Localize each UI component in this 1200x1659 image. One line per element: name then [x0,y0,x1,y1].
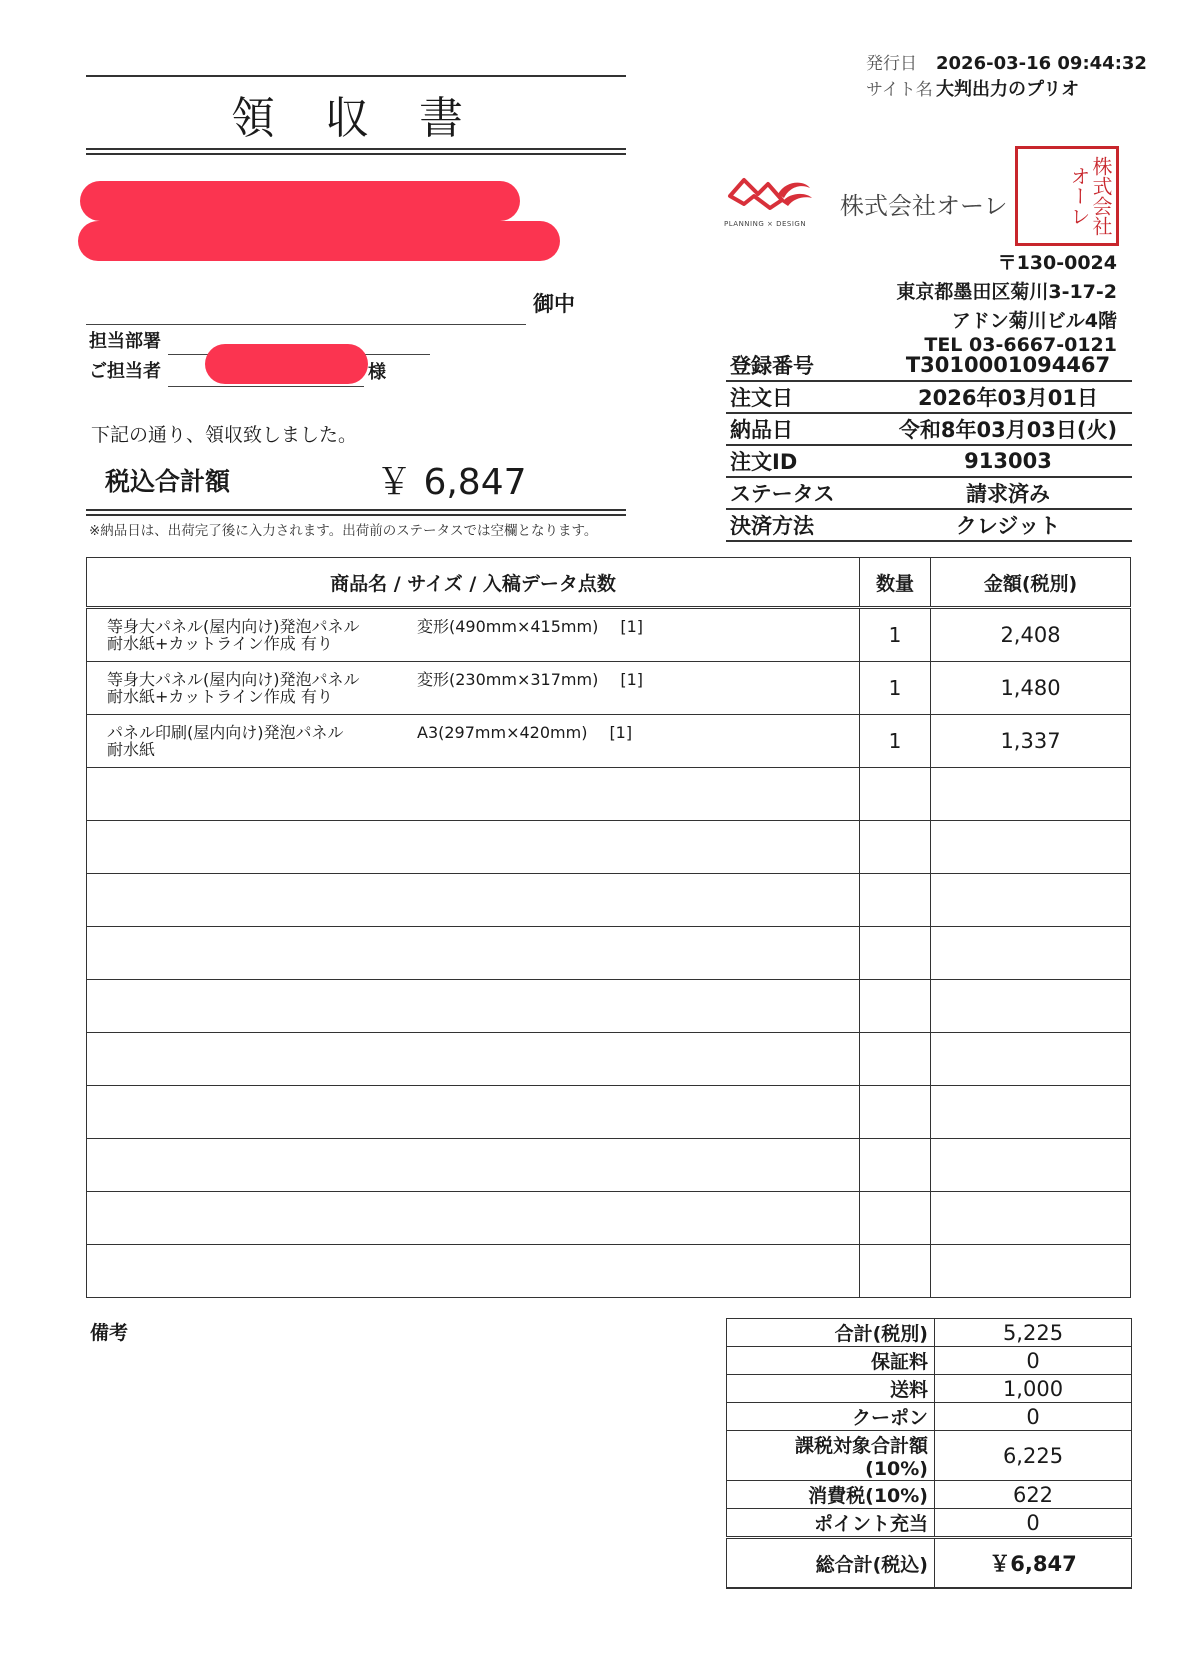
info-row [726,381,1132,413]
redacted-person-name [205,344,368,384]
totals-label: ポイント充当 [727,1509,935,1538]
order-info-table [726,350,1132,542]
amount-cell [931,1139,1131,1192]
quantity-cell [860,821,931,874]
amount-cell [931,821,1131,874]
totals-value: 0 [935,1403,1132,1431]
table-row [87,980,1131,1033]
logo-mark-icon [724,170,816,214]
amount-cell [931,1245,1131,1298]
totals-row [727,1481,1132,1509]
info-row [726,509,1132,541]
totals-label: 送料 [727,1375,935,1403]
totals-row [727,1375,1132,1403]
quantity-cell [860,1139,931,1192]
issued-date-label: 発行日 [866,54,917,74]
title-rule-bottom [86,148,626,150]
site-name-row [866,75,1079,101]
product-name: パネル印刷(屋内向け)発泡パネル [107,723,344,742]
amount-cell [931,1192,1131,1245]
amount-cell [931,1086,1131,1139]
info-label: 決済方法 [726,509,884,541]
totals-row [727,1403,1132,1431]
person-label: ご担当者 [89,361,161,382]
product-cell [87,715,860,768]
info-row [726,477,1132,509]
info-label: 納品日 [726,413,884,445]
table-row [87,927,1131,980]
info-value: 令和8年03月03日(火) [884,413,1132,445]
document-title: 領 収 書 [231,93,481,144]
totals-value: 622 [935,1481,1132,1509]
totals-table [726,1318,1132,1589]
amount-cell: 1,337 [931,715,1131,768]
product-file-count: [1] [609,723,633,742]
product-size: 変形(230mm×317mm) [417,670,599,689]
table-row [87,1033,1131,1086]
quantity-cell [860,768,931,821]
product-name: 等身大パネル(屋内向け)発泡パネル [107,670,360,689]
table-row [87,874,1131,927]
info-value: 913003 [884,445,1132,477]
title-rule-bottom-2 [86,153,626,155]
person-suffix: 様 [368,362,386,383]
product-cell [87,1139,860,1192]
issued-date-value: 2026-03-16 09:44:32 [936,53,1147,74]
totals-label: 保証料 [727,1347,935,1375]
product-cell [87,1192,860,1245]
product-options: 耐水紙+カットライン作成 有り [107,634,333,653]
amount-cell [931,874,1131,927]
company-address-2: アドン菊川ビル4階 [951,310,1117,332]
company-seal [1015,146,1119,246]
info-row [726,445,1132,477]
info-row [726,413,1132,445]
header-quantity: 数量 [860,558,931,608]
totals-label: 消費税(10%) [727,1481,935,1509]
total-rule-1 [86,509,626,511]
table-row [87,1245,1131,1298]
total-label: 税込合計額 [105,467,231,496]
table-row [87,1192,1131,1245]
totals-value: 5,225 [935,1319,1132,1347]
redacted-recipient-name-1 [80,181,520,221]
amount-cell [931,1033,1131,1086]
totals-row [727,1431,1132,1481]
total-value: ￥ 6,847 [376,462,527,503]
totals-value: 0 [935,1509,1132,1538]
totals-value: 6,225 [935,1431,1132,1481]
info-value: T3010001094467 [884,350,1132,381]
quantity-cell [860,927,931,980]
info-value: 2026年03月01日 [884,381,1132,413]
product-cell [87,874,860,927]
table-row [87,662,1131,715]
department-label: 担当部署 [89,331,161,352]
totals-value: 1,000 [935,1375,1132,1403]
totals-value: 0 [935,1347,1132,1375]
quantity-cell: 1 [860,715,931,768]
product-cell [87,927,860,980]
product-options: 耐水紙+カットライン作成 有り [107,687,333,706]
grand-total-row [727,1538,1132,1589]
product-name: 等身大パネル(屋内向け)発泡パネル [107,617,360,636]
amount-cell [931,768,1131,821]
info-label: 注文ID [726,445,884,477]
header-product: 商品名 / サイズ / 入稿データ点数 [87,558,860,608]
info-label: 登録番号 [726,350,884,381]
quantity-cell [860,874,931,927]
title-rule-top [86,75,626,77]
header-amount: 金額(税別) [931,558,1131,608]
amount-cell [931,980,1131,1033]
product-cell [87,1086,860,1139]
totals-label: 合計(税別) [727,1319,935,1347]
company-address-1: 東京都墨田区菊川3-17-2 [896,281,1117,303]
product-cell [87,980,860,1033]
quantity-cell [860,980,931,1033]
totals-label: 課税対象合計額(10%) [727,1431,935,1481]
person-underline [168,386,364,387]
quantity-cell [860,1245,931,1298]
product-cell [87,662,860,715]
product-cell [87,1245,860,1298]
redacted-recipient-name-2 [78,221,560,261]
company-name: 株式会社オーレ [840,192,1008,220]
amount-cell [931,927,1131,980]
info-value: クレジット [884,509,1132,541]
product-size: A3(297mm×420mm) [417,723,588,742]
table-row [87,1139,1131,1192]
company-seal-text: 株式会社オーレ [1067,156,1113,236]
total-rule-2 [86,514,626,516]
items-table [86,557,1131,1298]
info-label: 注文日 [726,381,884,413]
grand-total-label: 総合計(税込) [727,1538,935,1589]
product-cell [87,608,860,662]
remarks-label: 備考 [90,1322,129,1344]
table-row [87,715,1131,768]
table-row [87,608,1131,662]
quantity-cell [860,1033,931,1086]
quantity-cell: 1 [860,662,931,715]
received-text: 下記の通り、領収致しました。 [91,424,358,446]
info-row [726,350,1132,381]
quantity-cell: 1 [860,608,931,662]
items-header-row [87,558,1131,608]
info-value: 請求済み [884,477,1132,509]
company-logo [724,170,816,230]
delivery-note: ※納品日は、出荷完了後に入力されます。出荷前のステータスでは空欄となります。 [89,523,598,539]
product-size: 変形(490mm×415mm) [417,617,599,636]
quantity-cell [860,1192,931,1245]
totals-row [727,1319,1132,1347]
totals-row [727,1509,1132,1538]
table-row [87,1086,1131,1139]
product-options: 耐水紙 [107,740,156,759]
info-label: ステータス [726,477,884,509]
site-name-value: 大判出力のプリオ [936,79,1080,100]
site-name-label: サイト名 [866,80,933,100]
product-file-count: [1] [620,670,643,689]
recipient-underline [86,324,526,325]
product-cell [87,1033,860,1086]
product-file-count: [1] [620,617,643,636]
totals-row [727,1347,1132,1375]
quantity-cell [860,1086,931,1139]
table-row [87,768,1131,821]
amount-cell: 1,480 [931,662,1131,715]
product-cell [87,821,860,874]
amount-cell: 2,408 [931,608,1131,662]
product-cell [87,768,860,821]
company-tel: TEL 03-6667-0121 [924,334,1117,356]
grand-total-value: ￥6,847 [935,1538,1132,1589]
company-zip: 〒130-0024 [997,252,1117,274]
recipient-suffix: 御中 [533,292,575,316]
logo-caption: PLANNING × DESIGN [724,220,807,228]
totals-label: クーポン [727,1403,935,1431]
table-row [87,821,1131,874]
issued-date-row [866,49,1147,74]
